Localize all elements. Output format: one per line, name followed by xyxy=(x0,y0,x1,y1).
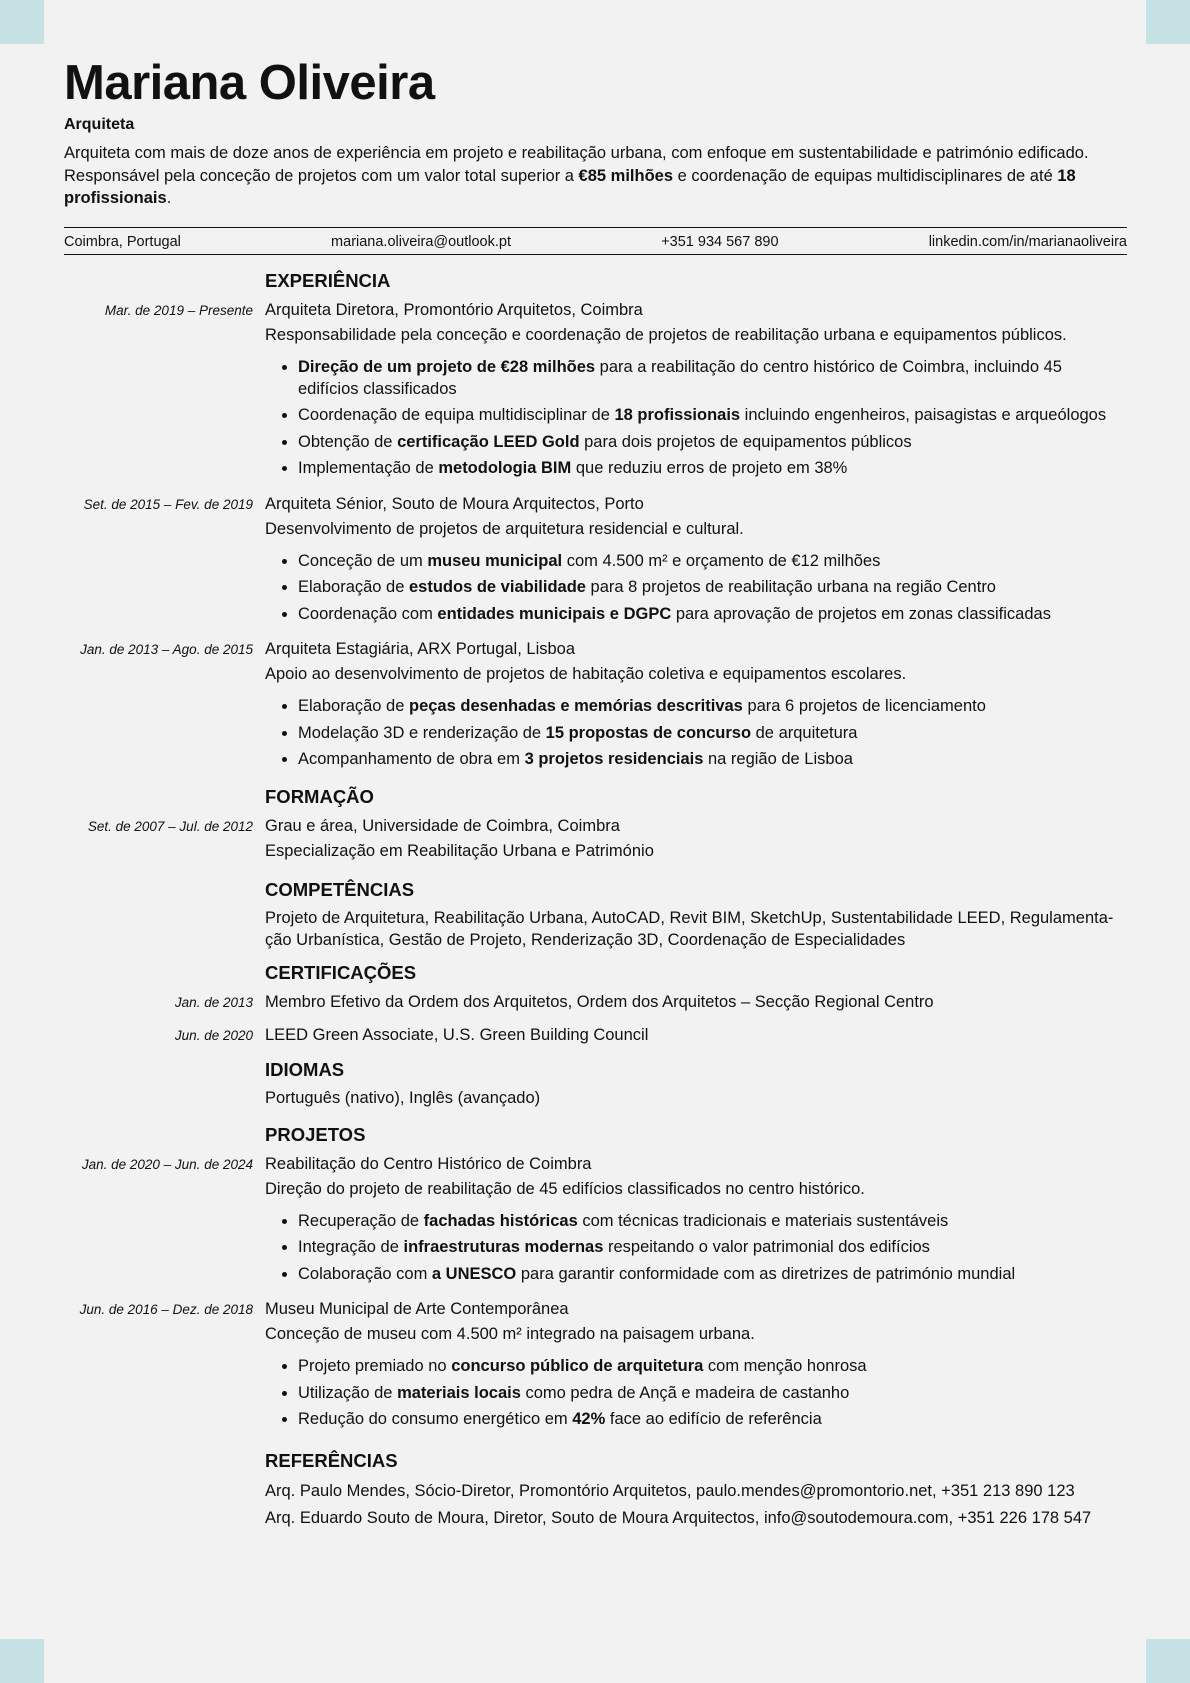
entry-body xyxy=(265,1023,1127,1048)
entry-heading: Arquiteta Estagiária, ARX Portugal, Lisboa xyxy=(265,640,576,658)
skills-text: Projeto de Arquitetura, Reabilitação Urbana, AutoCAD, Revit BIM, SketchUp, Sustentabilidade LEED, Regulamenta-ção Urbanística, Gestão de Projeto, Renderização 3D, Coordenação de Especialidades xyxy=(265,908,1114,949)
text-run: na região de Lisboa xyxy=(703,750,853,768)
entry-bullets xyxy=(265,356,1127,480)
text-run: para garantir conformidade com as diretrizes de património mundial xyxy=(516,1264,1016,1283)
text-run: Redução do consumo energético em xyxy=(298,1410,573,1428)
entry-heading: Grau e área, Universidade de Coimbra, Coimbra xyxy=(265,816,620,835)
certification-entries xyxy=(64,990,1127,1048)
entry-description: Apoio ao desenvolvimento de projetos de habitação coletiva e equipamentos escolares. xyxy=(265,665,907,683)
bold-text: 15 propostas de concurso xyxy=(545,723,752,742)
candidate-name: Mariana Oliveira xyxy=(64,56,435,110)
text-run: para 6 projetos de licenciamento xyxy=(742,697,986,715)
text-run: Conceção de um xyxy=(298,551,428,570)
section-title-education: FORMAÇÃO xyxy=(265,785,374,807)
bold-text: 42% xyxy=(572,1410,606,1428)
bold-text: museu municipal xyxy=(427,551,563,570)
references-section xyxy=(64,1449,1127,1532)
text-run: . xyxy=(166,189,172,207)
entry-body xyxy=(265,298,1127,484)
text-run: como pedra de Ançã e madeira de castanho xyxy=(520,1383,850,1402)
entry-heading: Museu Municipal de Arte Contemporânea xyxy=(265,1300,569,1318)
bold-text: €85 milhões xyxy=(578,166,673,185)
contact-phone[interactable]: +351 934 567 890 xyxy=(661,233,779,250)
bold-text: 18 profissionais xyxy=(614,406,741,424)
entry-description: Responsabilidade pela conceção e coordenação de projetos de reabilitação urbana e equipamentos públicos. xyxy=(265,325,1067,344)
text-run: para dois projetos de equipamentos públicos xyxy=(579,432,912,451)
text-run: para a reabilitação do centro histórico de Coimbra, incluindo 45 edifícios classificados xyxy=(298,357,1062,398)
bullet-item xyxy=(298,550,1127,572)
text-run: e coordenação de equipas multidisciplinares de até xyxy=(673,166,1058,185)
text-run: Utilização de xyxy=(298,1383,398,1402)
entry-body xyxy=(265,637,1127,775)
skills-section xyxy=(64,878,1127,951)
bold-text: infraestruturas modernas xyxy=(403,1238,604,1256)
bold-text: estudos de viabilidade xyxy=(409,578,586,596)
text-run: Coordenação com xyxy=(298,604,438,623)
entry-date: Jun. de 2016 – Dez. de 2018 xyxy=(79,1302,253,1317)
section-title-experience: EXPERIÊNCIA xyxy=(265,269,391,291)
entry xyxy=(64,814,1127,864)
certifications-section xyxy=(64,961,1127,1048)
bullet-item xyxy=(298,1355,1127,1377)
bullet-item xyxy=(298,748,1127,770)
entry-bullets xyxy=(265,550,1127,625)
project-entries xyxy=(64,1152,1127,1435)
corner-decoration-top-left xyxy=(0,0,44,44)
entry xyxy=(64,1023,1127,1048)
entry-date: Set. de 2007 – Jul. de 2012 xyxy=(87,818,253,834)
bold-text: metodologia BIM xyxy=(438,459,572,477)
entry-date: Jun. de 2020 xyxy=(174,1027,253,1043)
text-run: para 8 projetos de reabilitação urbana na região Centro xyxy=(585,578,996,596)
entry xyxy=(64,1152,1127,1290)
entry-date: Mar. de 2019 – Presente xyxy=(104,302,253,318)
entry-body xyxy=(265,1297,1127,1435)
section-title-projects: PROJETOS xyxy=(265,1123,366,1145)
bold-text: 3 projetos residenciais xyxy=(524,750,704,768)
entry-description: Especialização em Reabilitação Urbana e Património xyxy=(265,841,654,860)
bold-text: Direção de um projeto de €28 milhões xyxy=(298,357,596,376)
text-run: incluindo engenheiros, paisagistas e arqueólogos xyxy=(740,406,1107,424)
entry-bullets xyxy=(265,1210,1127,1285)
bullet-item xyxy=(298,722,1127,744)
corner-decoration-bottom-right xyxy=(1146,1639,1190,1683)
entry xyxy=(64,990,1127,1015)
text-run: Acompanhamento de obra em xyxy=(298,750,525,768)
entry-heading: LEED Green Associate, U.S. Green Building Council xyxy=(265,1025,649,1044)
text-run: Modelação 3D e renderização de xyxy=(298,723,546,742)
entry xyxy=(64,637,1127,775)
section-title-references: REFERÊNCIAS xyxy=(265,1449,398,1471)
contact-email[interactable]: mariana.oliveira@outlook.pt xyxy=(331,233,511,250)
entry-description: Desenvolvimento de projetos de arquitetura residencial e cultural. xyxy=(265,519,744,538)
entry-date: Jan. de 2013 – Ago. de 2015 xyxy=(80,642,253,657)
bold-text: a UNESCO xyxy=(431,1264,517,1283)
text-run: Obtenção de xyxy=(298,432,398,451)
entry-body xyxy=(265,492,1127,630)
text-run: com menção honrosa xyxy=(703,1357,867,1375)
contact-location: Coimbra, Portugal xyxy=(64,233,181,250)
entry-body xyxy=(265,1152,1127,1290)
entry-body xyxy=(265,814,1127,864)
entry-description: Direção do projeto de reabilitação de 45 edifícios classificados no centro histórico. xyxy=(265,1179,865,1198)
corner-decoration-bottom-left xyxy=(0,1639,44,1683)
entry-bullets xyxy=(265,695,1127,770)
bullet-item xyxy=(298,1210,1127,1232)
bullet-item xyxy=(298,1382,1127,1404)
text-run: com técnicas tradicionais e materiais sustentáveis xyxy=(577,1211,949,1230)
text-run: com 4.500 m² e orçamento de €12 milhões xyxy=(562,551,881,570)
bullet-item xyxy=(298,576,1127,598)
text-run: Projeto premiado no xyxy=(298,1357,452,1375)
entry xyxy=(64,1297,1127,1435)
contact-linkedin[interactable]: linkedin.com/in/marianaoliveira xyxy=(928,233,1127,250)
resume-page xyxy=(64,52,1127,1542)
text-run: respeitando o valor patrimonial dos edifícios xyxy=(603,1238,930,1256)
contact-bar xyxy=(64,227,1127,255)
entry-date: Jan. de 2013 xyxy=(174,994,253,1010)
projects-section xyxy=(64,1123,1127,1435)
section-title-certifications: CERTIFICAÇÕES xyxy=(265,961,417,983)
bullet-item xyxy=(298,1263,1127,1285)
text-run: de arquitetura xyxy=(751,723,858,742)
bullet-item xyxy=(298,356,1127,400)
experience-section xyxy=(64,269,1127,775)
education-entries xyxy=(64,814,1127,864)
entry-heading: Arquiteta Diretora, Promontório Arquitetos, Coimbra xyxy=(265,300,643,319)
entry-heading: Arquiteta Sénior, Souto de Moura Arquitectos, Porto xyxy=(265,494,644,513)
text-run: Recuperação de xyxy=(298,1211,424,1230)
bullet-item xyxy=(298,695,1127,717)
bullet-item xyxy=(298,1236,1127,1258)
education-section xyxy=(64,785,1127,864)
bold-text: materiais locais xyxy=(397,1383,521,1402)
languages-section xyxy=(64,1058,1127,1109)
bullet-item xyxy=(298,457,1127,479)
text-run: Elaboração de xyxy=(298,697,409,715)
text-run: Implementação de xyxy=(298,459,439,477)
text-run: Arquiteta com mais de doze anos de experiência em projeto e reabilitação urbana, com enfoque em sustentabilidade e património edificado. Responsável pela conceção de projetos com um valor total superior a xyxy=(64,144,1089,185)
text-run: Elaboração de xyxy=(298,578,409,596)
bold-text: concurso público de arquitetura xyxy=(451,1357,704,1375)
reference-2: Arq. Eduardo Souto de Moura, Diretor, Souto de Moura Arquitectos, info@soutodemoura.com, +351 226 178 547 xyxy=(265,1508,1092,1527)
text-run: Coordenação de equipa multidisciplinar de xyxy=(298,406,615,424)
corner-decoration-top-right xyxy=(1146,0,1190,44)
bold-text: fachadas históricas xyxy=(423,1211,578,1230)
text-run: Integração de xyxy=(298,1238,404,1256)
text-run: para aprovação de projetos em zonas classificadas xyxy=(671,604,1051,623)
bullet-item xyxy=(298,431,1127,453)
experience-entries xyxy=(64,298,1127,775)
entry-heading: Reabilitação do Centro Histórico de Coimbra xyxy=(265,1154,592,1173)
section-title-languages: IDIOMAS xyxy=(265,1058,345,1080)
candidate-role: Arquiteta xyxy=(64,116,135,133)
text-run: que reduziu erros de projeto em 38% xyxy=(571,459,848,477)
entry xyxy=(64,298,1127,484)
summary xyxy=(64,142,1127,210)
entry-heading: Membro Efetivo da Ordem dos Arquitetos, Ordem dos Arquitetos – Secção Regional Centro xyxy=(265,992,934,1011)
bold-text: peças desenhadas e memórias descritivas xyxy=(409,697,743,715)
text-run: Colaboração com xyxy=(298,1264,432,1283)
bullet-item xyxy=(298,603,1127,625)
bold-text: 18 profissionais xyxy=(64,166,1076,207)
entry-date: Set. de 2015 – Fev. de 2019 xyxy=(83,496,253,512)
entry-body xyxy=(265,990,1127,1015)
text-run: face ao edifício de referência xyxy=(605,1410,822,1428)
reference-1: Arq. Paulo Mendes, Sócio-Diretor, Promontório Arquitetos, paulo.mendes@promontorio.net, +351 213 890 123 xyxy=(265,1481,1075,1500)
bullet-item xyxy=(298,1408,1127,1430)
entry-bullets xyxy=(265,1355,1127,1430)
bullet-item xyxy=(298,404,1127,426)
entry xyxy=(64,492,1127,630)
section-title-skills: COMPETÊNCIAS xyxy=(265,878,415,900)
entry-date: Jan. de 2020 – Jun. de 2024 xyxy=(81,1156,253,1172)
bold-text: certificação LEED Gold xyxy=(397,432,580,451)
entry-description: Conceção de museu com 4.500 m² integrado na paisagem urbana. xyxy=(265,1325,755,1343)
languages-text: Português (nativo), Inglês (avançado) xyxy=(265,1088,541,1107)
bold-text: entidades municipais e DGPC xyxy=(437,604,672,623)
